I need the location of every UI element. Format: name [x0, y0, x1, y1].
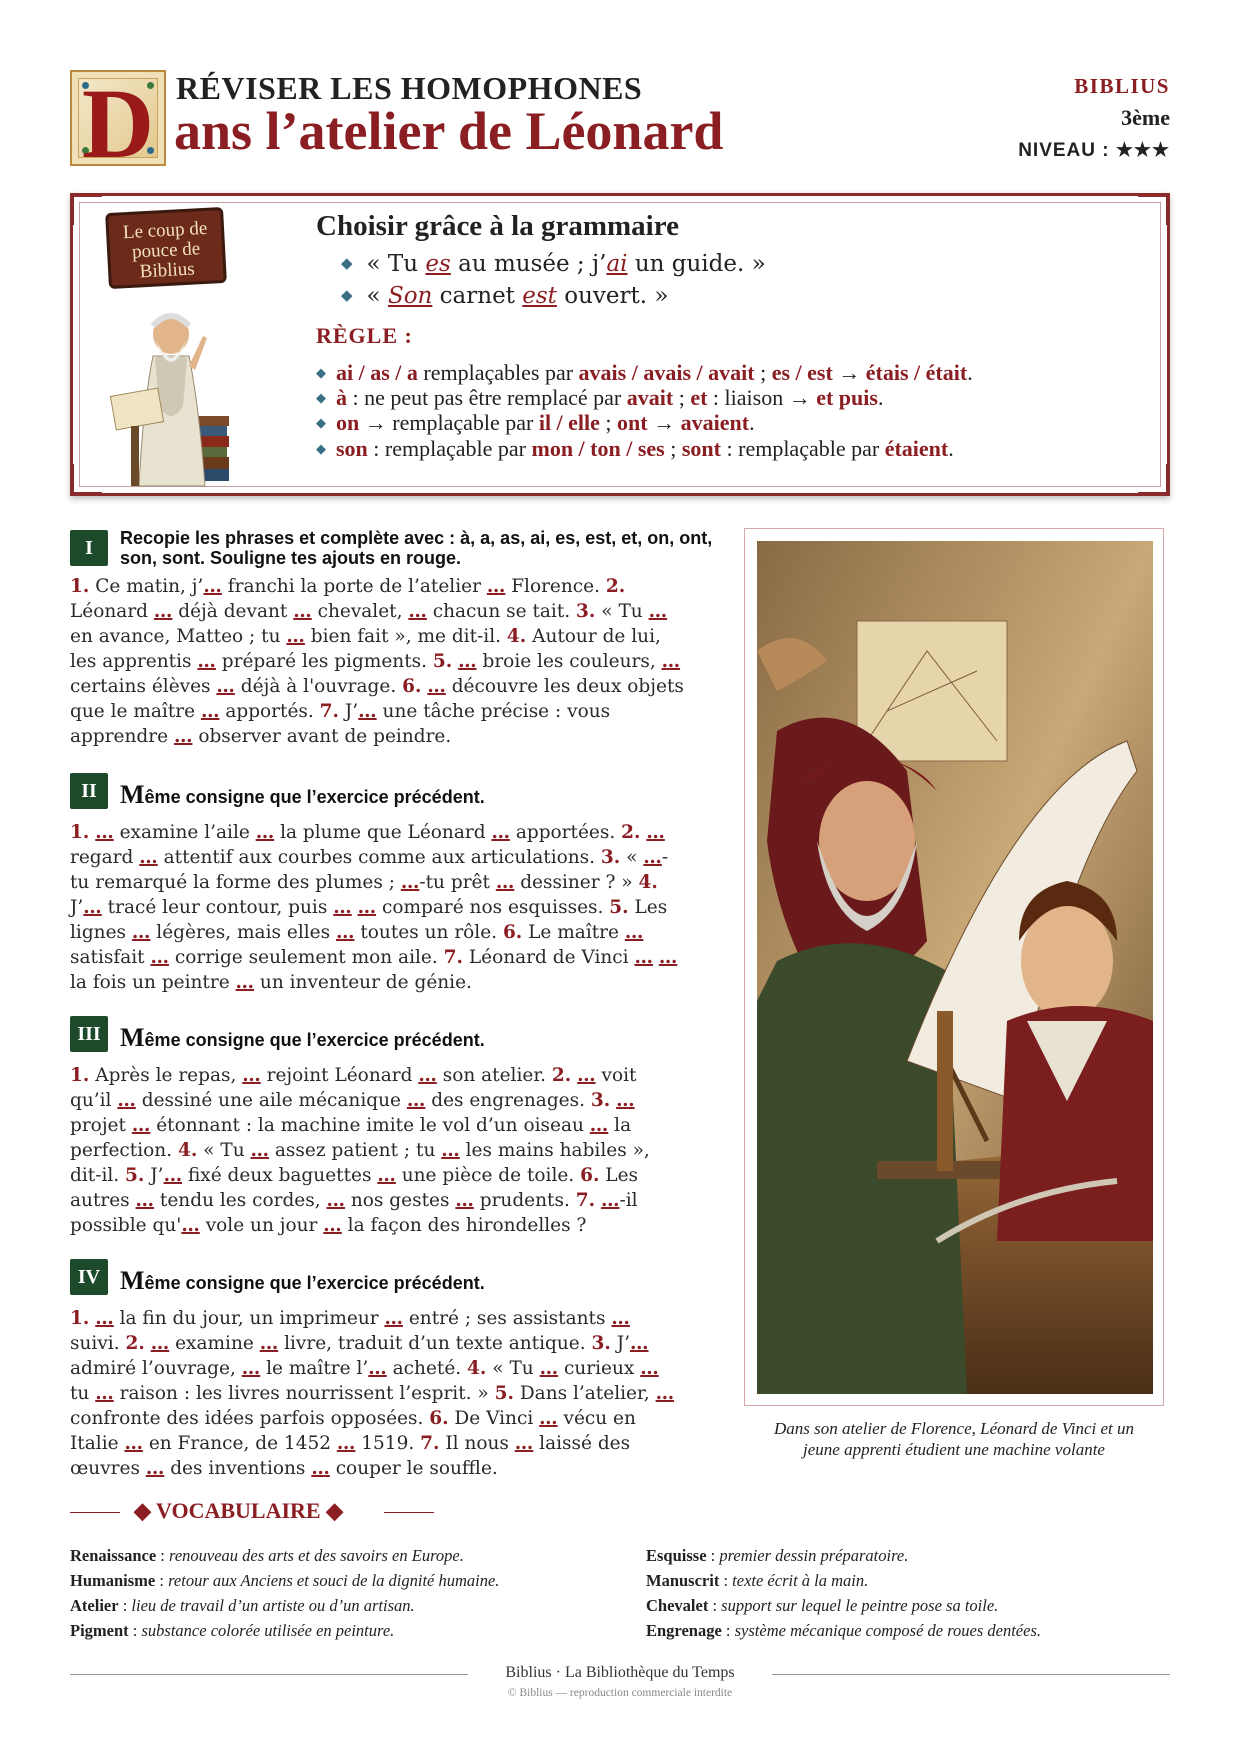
blank-gap: … [441, 1140, 460, 1161]
exercise-text [70, 574, 710, 749]
exercise-3 [70, 1016, 710, 1246]
rule-line: ◆ son : remplaçable par mon / ton / ses ; sont : remplaçable par étaient. [316, 436, 954, 461]
vocab-entry: Esquisse : premier dessin préparatoire. [646, 1546, 909, 1565]
exercise-line: autres … tendu les cordes, … nos gestes … prudents. 7. …-il [70, 1190, 638, 1211]
blank-gap: … [368, 1358, 387, 1379]
consigne-initial: M [120, 1266, 145, 1295]
exercise-badge: IV [70, 1259, 108, 1295]
example-1: ◆ « Tu es au musée ; j’ai un guide. » [341, 251, 766, 277]
exercise-instruction: Même consigne que l’exercice précédent. [120, 780, 485, 809]
blank-gap: … [163, 1165, 183, 1186]
vocab-entry: Renaissance : renouveau des arts et des savoirs en Europe. [70, 1546, 464, 1565]
blank-gap: … [117, 1090, 136, 1111]
brand-block [1018, 74, 1170, 162]
leonardo-workshop-illustration [757, 541, 1153, 1394]
sentence-number: 6. [402, 676, 422, 697]
sentence-number: 2. [621, 822, 641, 843]
sentence-number: 2. [551, 1065, 572, 1086]
scholar-illustration [93, 296, 263, 491]
diamond-bullet-icon: ◆ [341, 286, 353, 304]
blank-gap: … [139, 847, 158, 868]
blank-gap: … [643, 847, 662, 868]
exercise-line: J’… tracé leur contour, puis … … comparé nos esquisses. 5. Les [70, 897, 668, 918]
blank-gap: … [335, 922, 355, 943]
sentence-number: 4. [467, 1358, 487, 1379]
exercise-line: apprendre … observer avant de peindre. [70, 726, 452, 747]
blank-gap: … [145, 1458, 165, 1479]
blank-gap: … [616, 1090, 635, 1111]
blank-gap: … [336, 1433, 356, 1454]
page-title: ans l’atelier de Léonard [174, 101, 724, 161]
blank-gap: … [600, 1190, 620, 1211]
exercise-line: admiré l’ouvrage, … le maître l’… acheté. 4. « Tu … curieux … [70, 1358, 659, 1379]
exercise-badge: III [70, 1016, 108, 1052]
exercise-line: la fois un peintre … un inventeur de génie. [70, 972, 472, 993]
blank-gap: … [458, 651, 477, 672]
blank-gap: … [384, 1308, 403, 1329]
exercise-line: Italie … en France, de 1452 … 1519. 7. Il nous … laissé des [70, 1433, 631, 1454]
blank-gap: … [646, 822, 665, 843]
sentence-number: 4. [638, 872, 658, 893]
blank-gap: … [514, 1433, 534, 1454]
blank-gap: … [611, 1308, 630, 1329]
sentence-number: 6. [580, 1165, 600, 1186]
blank-gap: … [95, 1308, 114, 1329]
regle-title: RÈGLE : [316, 323, 413, 348]
brand-name: BIBLIUS [1074, 74, 1170, 98]
blank-gap: … [242, 1065, 261, 1086]
consigne-initial: M [120, 780, 145, 809]
blank-gap: … [173, 726, 193, 747]
blank-gap: … [135, 1190, 155, 1211]
vocab-entry: Humanisme : retour aux Anciens et souci de la dignité humaine. [70, 1571, 500, 1590]
sentence-number: 2. [605, 576, 626, 597]
blank-gap: … [259, 1333, 279, 1354]
exercise-line: 1. Ce matin, j’… franchi la porte de l’atelier … Florence. 2. [70, 576, 626, 597]
blank-gap: … [486, 576, 506, 597]
level-label: NIVEAU : ★★★ [1018, 140, 1170, 161]
footer-copyright: © Biblius — reproduction commerciale interdite [507, 1687, 733, 1699]
blank-gap: … [357, 897, 377, 918]
blank-gap: … [624, 922, 644, 943]
blank-gap: … [286, 626, 305, 647]
blank-gap: … [333, 897, 352, 918]
blank-gap: … [658, 947, 678, 968]
blank-gap: … [197, 651, 216, 672]
blank-gap: … [323, 1215, 342, 1236]
blank-gap: … [491, 822, 510, 843]
exercise-line: suivi. 2. … examine … livre, traduit d’un texte antique. 3. J’… [70, 1333, 649, 1354]
rule-box [70, 193, 1170, 496]
blank-gap: … [408, 601, 427, 622]
blank-gap: … [131, 1115, 151, 1136]
blank-gap: … [311, 1458, 330, 1479]
exercise-line: perfection. 4. « Tu … assez patient ; tu … les mains habiles », [70, 1140, 650, 1161]
exercise-instruction: Recopie les phrases et complète avec : à, a, as, ai, es, est, et, on, ont, son, sont. Souligne tes ajouts en rouge. [120, 528, 713, 568]
exercise-line: 1. Après le repas, … rejoint Léonard … son atelier. 2. … voit [70, 1065, 637, 1086]
dropcap-letter: D [81, 68, 155, 179]
exercise-line: 1. … examine l’aile … la plume que Léonard … apportées. 2. … [70, 822, 665, 843]
vocab-title: ◆ VOCABULAIRE ◆ [134, 1498, 344, 1523]
blank-gap: … [95, 822, 114, 843]
page-subtitle: RÉVISER LES HOMOPHONES [176, 70, 643, 106]
blank-gap: … [655, 1383, 675, 1404]
exercise-text [70, 1306, 710, 1481]
blank-gap: … [153, 601, 173, 622]
blank-gap: … [406, 1090, 426, 1111]
sentence-number: 7. [420, 1433, 440, 1454]
exercise-line: tu remarqué la forme des plumes ; …-tu prêt … dessiner ? » 4. [70, 872, 658, 893]
sentence-number: 2. [125, 1333, 145, 1354]
exercise-4 [70, 1259, 710, 1489]
blank-gap: … [455, 1190, 474, 1211]
footer-title: Biblius · La Bibliothèque du Temps [505, 1664, 735, 1681]
blank-gap: … [589, 1115, 609, 1136]
exercise-line: certains élèves … déjà à l'ouvrage. 6. … découvre les deux objets [70, 676, 684, 697]
blank-gap: … [358, 701, 377, 722]
blank-gap: … [648, 601, 668, 622]
exercise-line: qu’il … dessiné une aile mécanique … des engrenages. 3. … [70, 1090, 635, 1111]
sentence-number: 4. [177, 1140, 198, 1161]
exercise-line: œuvres … des inventions … couper le souffle. [70, 1458, 498, 1479]
sentence-number: 5. [125, 1165, 145, 1186]
blank-gap: … [150, 947, 169, 968]
sentence-number: 7. [575, 1190, 596, 1211]
exercise-line: les apprentis … préparé les pigments. 5. … broie les couleurs, … [70, 651, 681, 672]
diamond-bullet-icon: ◆ [316, 365, 326, 380]
exercise-line: Léonard … déjà devant … chevalet, … chacun se tait. 3. « Tu … [70, 601, 668, 622]
rule-line: ◆ on → remplaçable par il / elle ; ont → avaient. [316, 410, 755, 435]
blank-gap: … [630, 1333, 649, 1354]
blank-gap: … [200, 701, 220, 722]
rulebox-title: Choisir grâce à la grammaire [316, 210, 679, 242]
blank-gap: … [640, 1358, 659, 1379]
exercise-badge: II [70, 773, 108, 809]
exercise-1 [70, 528, 713, 758]
blank-gap: … [661, 651, 681, 672]
blank-gap: … [124, 1433, 143, 1454]
example-2: ◆ « Son carnet est ouvert. » [341, 283, 669, 309]
blank-gap: … [250, 1140, 270, 1161]
blank-gap: … [539, 1408, 558, 1429]
blank-gap: … [495, 872, 515, 893]
grade-label: 3ème [1121, 105, 1170, 130]
exercise-text [70, 1063, 710, 1238]
blank-gap: … [418, 1065, 437, 1086]
exercise-line: 1. … la fin du jour, un imprimeur … entré ; ses assistants … [70, 1308, 630, 1329]
blank-gap: … [255, 822, 275, 843]
illustration-caption: Dans son atelier de Florence, Léonard de Vinci et un jeune apprenti étudient une machine volante [773, 1419, 1135, 1459]
blank-gap: … [634, 947, 653, 968]
exercise-line: regard … attentif aux courbes comme aux articulations. 3. « …- [70, 847, 669, 868]
sentence-number: 7. [319, 701, 339, 722]
vocab-entry: Atelier : lieu de travail d’un artiste ou d’un artisan. [70, 1596, 415, 1615]
exercise-line: possible qu'… vole un jour … la façon des hirondelles ? [70, 1215, 587, 1236]
exercise-line: dit-il. 5. J’… fixé deux baguettes … une pièce de toile. 6. Les [70, 1165, 639, 1186]
blank-gap: … [577, 1065, 596, 1086]
vocab-entry: Engrenage : système mécanique composé de roues dentées. [646, 1621, 1041, 1640]
sentence-number: 3. [600, 847, 621, 868]
rule-line: ◆ ai / as / a remplaçables par avais / avais / avait ; es / est → étais / était. [316, 360, 973, 385]
blank-gap: … [181, 1215, 200, 1236]
dropcap-illumination [70, 68, 166, 179]
exercise-2 [70, 773, 710, 1003]
sentence-number: 1. [70, 1308, 90, 1329]
sentence-number: 5. [432, 651, 453, 672]
exercise-badge: I [70, 530, 108, 566]
biblius-sign: Le coup de pouce de Biblius [105, 207, 227, 289]
exercise-text [70, 820, 710, 995]
sentence-number: 6. [502, 922, 523, 943]
blank-gap: … [377, 1165, 396, 1186]
diamond-bullet-icon: ◆ [316, 390, 326, 405]
diamond-bullet-icon: ◆ [316, 415, 326, 430]
blank-gap: … [235, 972, 255, 993]
diamond-bullet-icon: ◆ [316, 441, 326, 456]
sentence-number: 3. [576, 601, 596, 622]
sentence-number: 4. [506, 626, 527, 647]
sentence-number: 5. [609, 897, 629, 918]
sentence-number: 3. [591, 1333, 611, 1354]
vocab-entry: Pigment : substance colorée utilisée en peinture. [70, 1621, 395, 1640]
blank-gap: … [293, 601, 312, 622]
vocab-entry: Manuscrit : texte écrit à la main. [646, 1571, 869, 1590]
sentence-number: 1. [70, 1065, 90, 1086]
exercise-line: en avance, Matteo ; tu … bien fait », me dit-il. 4. Autour de lui, [70, 626, 661, 647]
blank-gap: … [326, 1190, 345, 1211]
sentence-number: 7. [443, 947, 463, 968]
exercise-instruction: Même consigne que l’exercice précédent. [120, 1266, 485, 1295]
blank-gap: … [203, 576, 222, 597]
exercise-line: lignes … légères, mais elles … toutes un rôle. 6. Le maître … [70, 922, 644, 943]
blank-gap: … [83, 897, 102, 918]
blank-gap: … [539, 1358, 559, 1379]
sentence-number: 3. [590, 1090, 611, 1111]
vocab-entry: Chevalet : support sur lequel le peintre pose sa toile. [646, 1596, 999, 1615]
blank-gap: … [150, 1333, 170, 1354]
rule-line: ◆ à : ne peut pas être remplacé par avait ; et : liaison → et puis. [316, 385, 884, 410]
exercise-instruction: Même consigne que l’exercice précédent. [120, 1023, 485, 1052]
sentence-number: 5. [494, 1383, 514, 1404]
blank-gap: … [131, 922, 151, 943]
blank-gap: … [216, 676, 235, 697]
consigne-initial: M [120, 1023, 145, 1052]
sentence-number: 6. [429, 1408, 449, 1429]
exercise-line: satisfait … corrige seulement mon aile. 7. Léonard de Vinci … … [70, 947, 678, 968]
blank-gap: … [241, 1358, 261, 1379]
diamond-bullet-icon: ◆ [341, 254, 353, 272]
blank-gap: … [95, 1383, 114, 1404]
illustration-frame [744, 528, 1164, 1406]
sentence-number: 1. [70, 822, 90, 843]
exercise-line: projet … étonnant : la machine imite le vol d’un oiseau … la [70, 1115, 632, 1136]
blank-gap: … [400, 872, 420, 893]
level-stars: ★★★ [1115, 140, 1170, 161]
sentence-number: 1. [70, 576, 90, 597]
exercise-line: tu … raison : les livres nourrissent l’esprit. » 5. Dans l’atelier, … [70, 1383, 675, 1404]
blank-gap: … [427, 676, 446, 697]
exercise-line: confronte des idées parfois opposées. 6. De Vinci … vécu en [70, 1408, 636, 1429]
exercise-line: que le maître … apportés. 7. J’… une tâche précise : vous [70, 701, 611, 722]
